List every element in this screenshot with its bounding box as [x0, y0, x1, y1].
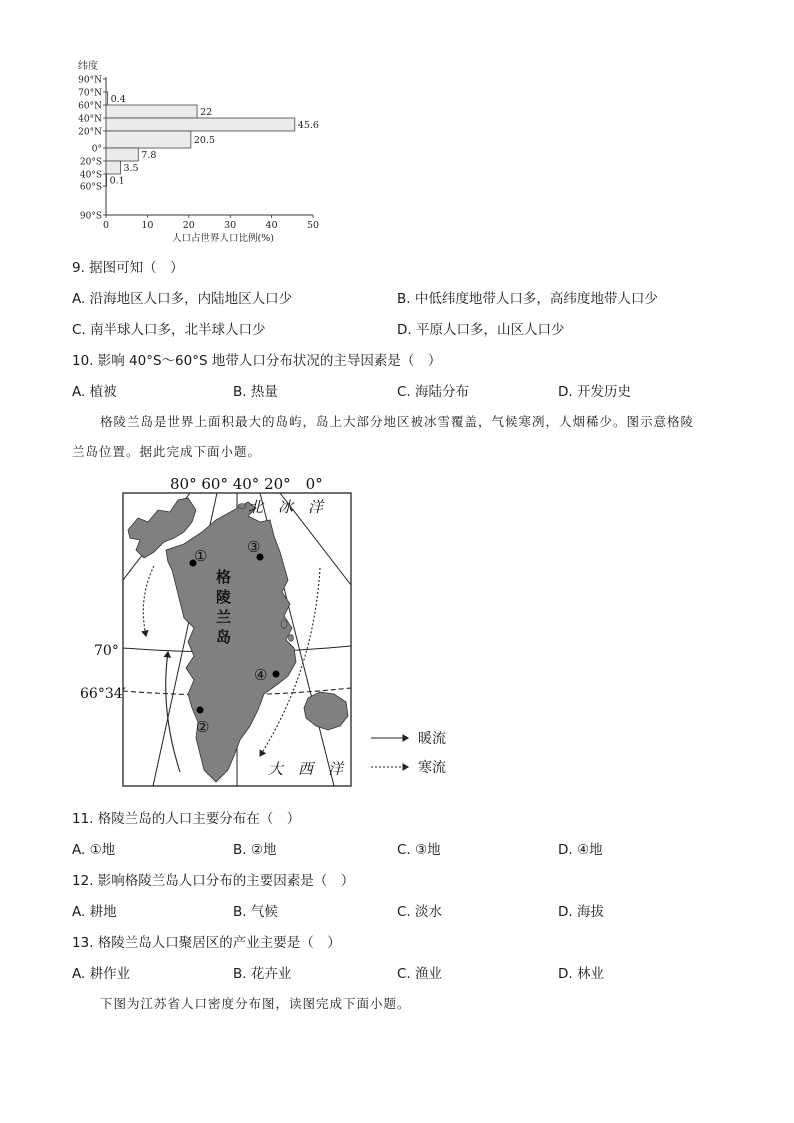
- x-axis-title: 人口占世界人口比例(%): [172, 233, 274, 244]
- question-11-stem: 11. 格陵兰岛的人口主要分布在（ ）: [72, 811, 301, 827]
- y-tick-label: 20°S: [79, 157, 102, 168]
- small-island: [238, 504, 246, 509]
- question-12-option-d[interactable]: D. 海拔: [558, 904, 604, 920]
- y-tick-label: 60°S: [79, 182, 102, 193]
- question-9-option-b[interactable]: B. 中低纬度地带人口多，高纬度地带人口少: [397, 291, 658, 307]
- x-tick-label: 50: [306, 220, 320, 231]
- y-tick-labels: [78, 76, 106, 222]
- svg-text:岛: 岛: [216, 628, 232, 646]
- site-2-label: ②: [196, 718, 210, 736]
- cold-current-west: [143, 566, 154, 636]
- x-tick-label: 20: [182, 220, 195, 231]
- y-tick-label: 90°S: [79, 211, 102, 222]
- bar: [106, 131, 191, 148]
- x-tick-labels: [103, 215, 319, 231]
- y-tick-label: 70°N: [78, 88, 102, 99]
- x-tick-label: 30: [224, 220, 237, 231]
- site-2-dot: [197, 707, 204, 714]
- question-13-option-d[interactable]: D. 林业: [558, 966, 604, 982]
- passage-greenland-line-2: 兰岛位置。据此完成下面小题。: [72, 444, 262, 459]
- question-10-option-c[interactable]: C. 海陆分布: [397, 384, 470, 400]
- question-12-option-c[interactable]: C. 淡水: [397, 904, 443, 920]
- latitude-population-chart: [70, 55, 340, 250]
- svg-text:兰: 兰: [216, 608, 232, 626]
- legend-cold-current-label: 寒流: [418, 760, 446, 776]
- svg-text:格: 格: [216, 568, 232, 586]
- question-9-option-d[interactable]: D. 平原人口多，山区人口少: [397, 322, 565, 338]
- site-4-dot: [273, 671, 280, 678]
- question-13-option-a[interactable]: A. 耕作业: [72, 966, 131, 982]
- bar: [106, 105, 197, 118]
- site-1-label: ①: [194, 547, 208, 565]
- y-tick-label: 20°N: [78, 127, 102, 138]
- bar: [106, 118, 295, 131]
- bar: [106, 92, 108, 105]
- question-9-option-c[interactable]: C. 南半球人口多，北半球人口少: [72, 322, 266, 338]
- greenland-map: [80, 470, 468, 790]
- site-3-label: ③: [247, 538, 261, 556]
- small-island: [281, 620, 287, 629]
- bar-value-label: 20.5: [193, 135, 216, 146]
- bar: [106, 174, 107, 186]
- x-tick-label: 0: [102, 220, 110, 231]
- x-tick-label: 40: [265, 220, 278, 231]
- y-tick-label: 0°: [91, 144, 102, 155]
- y-axis-title: 纬度: [78, 61, 98, 72]
- question-9-stem: 9. 据图可知（ ）: [72, 260, 184, 276]
- y-tick-label: 40°N: [78, 114, 102, 125]
- question-10-option-a[interactable]: A. 植被: [72, 384, 117, 400]
- latitude-70-label: 70°: [94, 643, 119, 659]
- bar-value-label: 7.8: [141, 150, 157, 161]
- bar-value-label: 0.1: [109, 175, 125, 187]
- longitude-labels: 80° 60° 40° 20° 0°: [170, 475, 323, 493]
- arctic-ocean-label: 北 冰 洋: [248, 498, 324, 516]
- question-13-option-c[interactable]: C. 渔业: [397, 966, 443, 982]
- bar: [106, 161, 120, 174]
- bar-value-label: 3.5: [123, 163, 139, 174]
- x-tick-label: 10: [141, 220, 154, 231]
- legend-warm-current-label: 暖流: [418, 731, 446, 747]
- question-10-option-b[interactable]: B. 热量: [233, 384, 278, 400]
- atlantic-ocean-label: 大 西 洋: [268, 760, 344, 778]
- question-12-option-a[interactable]: A. 耕地: [72, 904, 117, 920]
- svg-text:陵: 陵: [216, 588, 232, 606]
- question-9-option-a[interactable]: A. 沿海地区人口多，内陆地区人口少: [72, 291, 293, 307]
- small-island: [289, 635, 294, 642]
- bar-value-label: 22: [200, 107, 213, 118]
- bar-value-label: 45.6: [297, 120, 319, 131]
- question-13-option-b[interactable]: B. 花卉业: [233, 966, 292, 982]
- question-11-option-d[interactable]: D. ④地: [558, 842, 603, 858]
- bar-value-label: 0.4: [110, 94, 126, 105]
- y-tick-label: 60°N: [78, 101, 102, 112]
- arctic-circle-label: 66°34′: [80, 686, 126, 702]
- question-11-option-a[interactable]: A. ①地: [72, 842, 116, 858]
- question-11-option-b[interactable]: B. ②地: [233, 842, 277, 858]
- bars: [106, 92, 319, 187]
- passage-jiangsu: 下图为江苏省人口密度分布图，读图完成下面小题。: [100, 996, 411, 1011]
- question-10-option-d[interactable]: D. 开发历史: [558, 384, 631, 400]
- question-12-option-b[interactable]: B. 气候: [233, 904, 278, 920]
- bar: [106, 148, 138, 161]
- passage-greenland-line-1: 格陵兰岛是世界上面积最大的岛屿，岛上大部分地区被冰雪覆盖，气候寒冽，人烟稀少。图示意格陵: [100, 414, 695, 429]
- site-4-label: ④: [254, 666, 268, 684]
- iceland: [304, 692, 348, 730]
- y-tick-label: 90°N: [78, 75, 102, 86]
- question-12-stem: 12. 影响格陵兰岛人口分布的主要因素是（ ）: [72, 873, 355, 889]
- question-13-stem: 13. 格陵兰岛人口聚居区的产业主要是（ ）: [72, 935, 341, 951]
- y-tick-label: 40°S: [79, 170, 102, 181]
- question-10-stem: 10. 影响 40°S～60°S 地带人口分布状况的主导因素是（ ）: [72, 353, 442, 369]
- question-11-option-c[interactable]: C. ③地: [397, 842, 441, 858]
